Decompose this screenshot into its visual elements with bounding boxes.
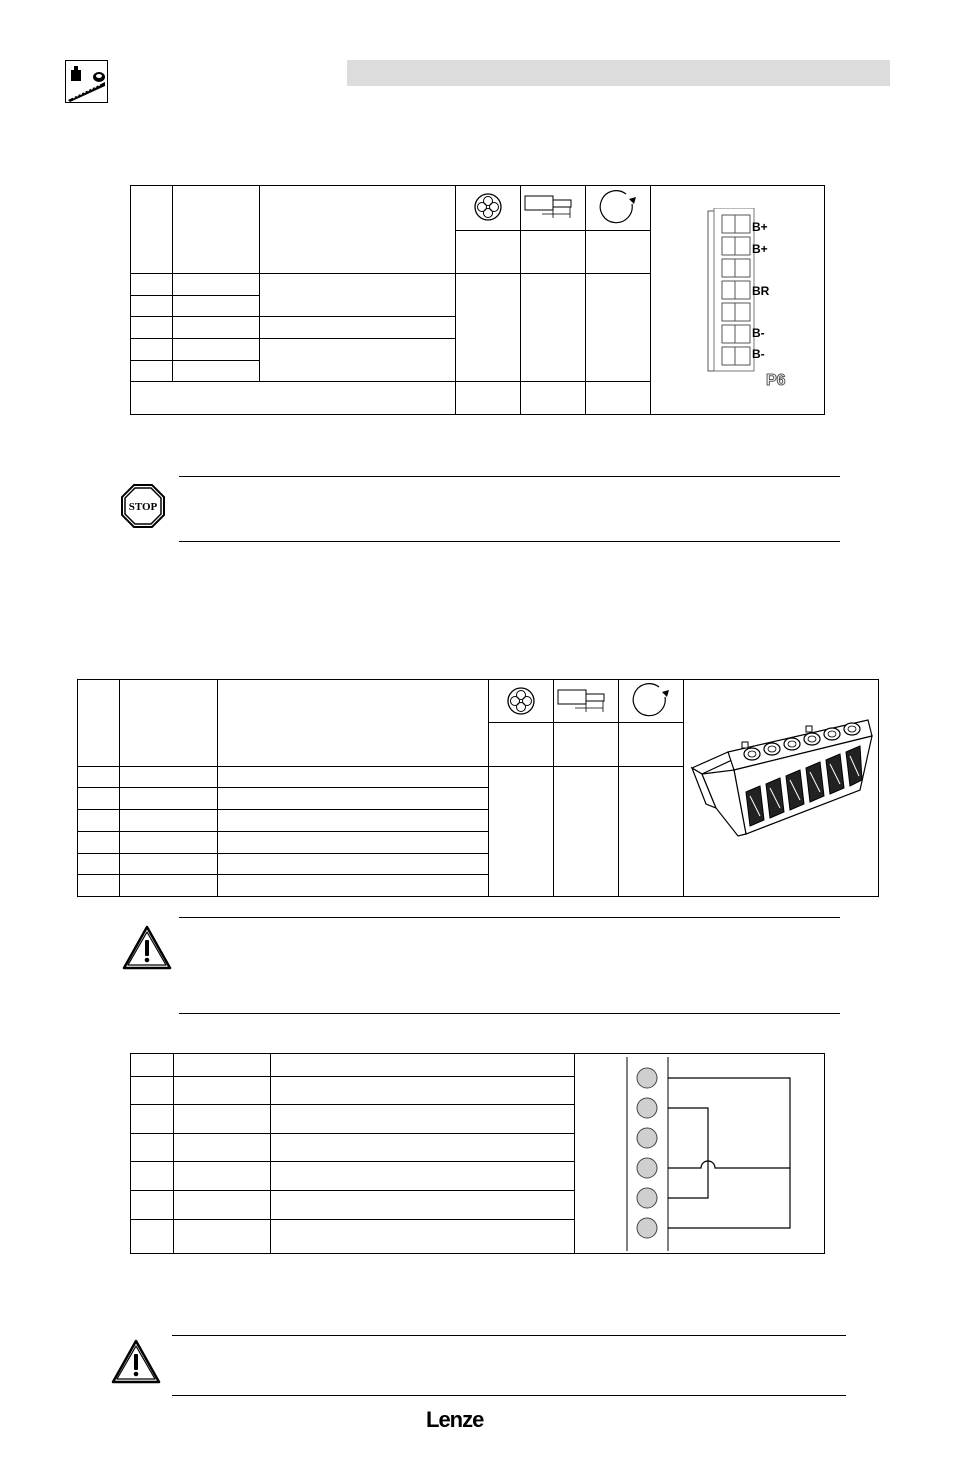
svg-text:STOP: STOP bbox=[128, 501, 158, 513]
p6-connector-name: P6 bbox=[766, 372, 786, 389]
stranded-wire-icon bbox=[506, 686, 536, 721]
p6-connector-drawing bbox=[700, 208, 790, 381]
warning-triangle-icon bbox=[121, 924, 173, 977]
p6-pin-label: B+ bbox=[752, 242, 768, 256]
torque-icon bbox=[596, 190, 638, 231]
stranded-wire-icon bbox=[473, 192, 503, 227]
stop-sign-icon bbox=[121, 484, 165, 533]
header-bar bbox=[347, 60, 890, 86]
terminal-block-image bbox=[688, 712, 874, 847]
p6-pin-label: B- bbox=[752, 326, 765, 340]
lenze-logo: Lenze bbox=[426, 1407, 484, 1432]
wiring-diagram bbox=[626, 1057, 796, 1256]
strip-length-icon bbox=[557, 689, 607, 718]
p6-pin-label: BR bbox=[752, 284, 770, 298]
p6-pin-label: B- bbox=[752, 347, 765, 361]
weight-tape-icon bbox=[65, 60, 108, 103]
strip-length-icon bbox=[524, 195, 574, 224]
p6-pin-label: B+ bbox=[752, 220, 768, 234]
torque-icon bbox=[629, 683, 671, 726]
warning-triangle-icon bbox=[110, 1338, 162, 1391]
